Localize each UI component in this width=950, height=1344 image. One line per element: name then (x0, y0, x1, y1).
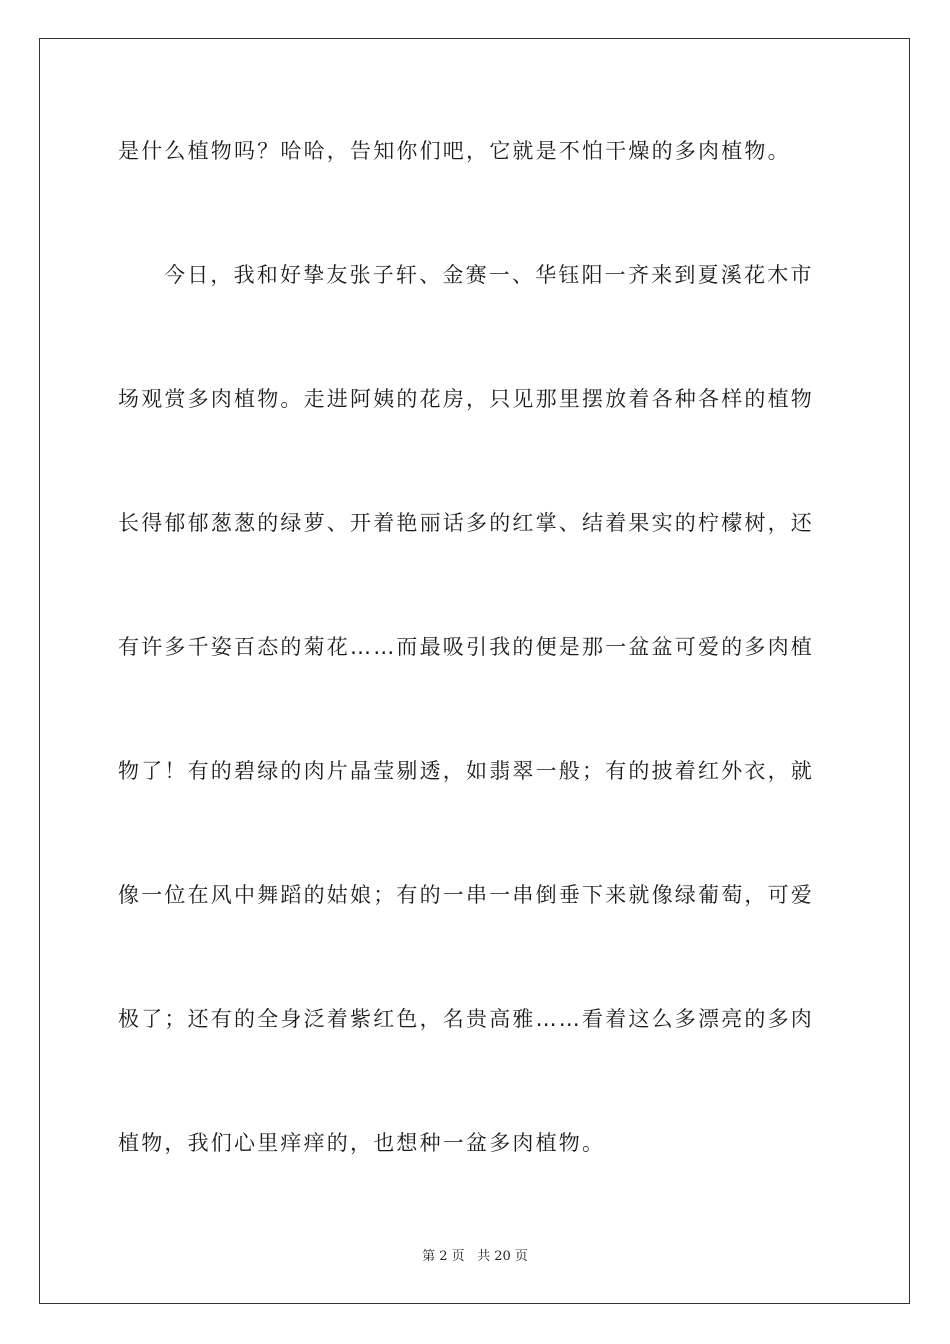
text-line-2: 今日，我和好挚友张子轩、金赛一、华钰阳一齐来到夏溪花木市 (164, 263, 814, 287)
page-border (39, 38, 910, 1304)
text-line-1: 是什么植物吗？哈哈，告知你们吧，它就是不怕干燥的多肉植物。 (118, 139, 791, 163)
text-line-4: 长得郁郁葱葱的绿萝、开着艳丽话多的红掌、结着果实的柠檬树，还 (118, 511, 814, 535)
page-total: 共 20 页 (477, 1249, 528, 1264)
page-number: 第 2 页 (422, 1249, 465, 1264)
text-line-6: 物了！有的碧绿的肉片晶莹剔透，如翡翠一般；有的披着红外衣，就 (118, 759, 814, 783)
text-line-9: 植物，我们心里痒痒的，也想种一盆多肉植物。 (118, 1131, 606, 1155)
text-line-3: 场观赏多肉植物。走进阿姨的花房，只见那里摆放着各种各样的植物 (118, 387, 814, 411)
text-line-7: 像一位在风中舞蹈的姑娘；有的一串一串倒垂下来就像绿葡萄，可爱 (118, 883, 814, 907)
text-line-8: 极了；还有的全身泛着紫红色，名贵高雅……看着这么多漂亮的多肉 (118, 1007, 814, 1031)
page-footer (0, 1249, 950, 1265)
text-line-5: 有许多千姿百态的菊花……而最吸引我的便是那一盆盆可爱的多肉植 (118, 635, 814, 659)
